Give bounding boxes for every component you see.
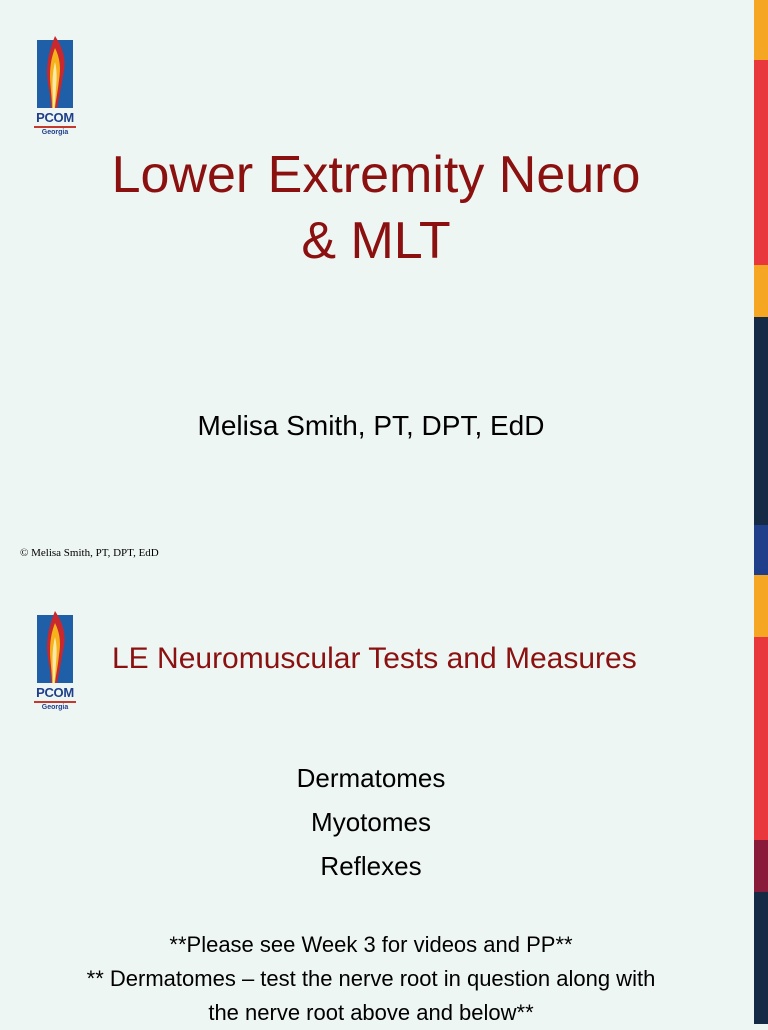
pcom-flame-logo-icon (33, 607, 77, 685)
notes (20, 928, 722, 1030)
slide-title (40, 142, 712, 274)
topic-list (200, 756, 542, 888)
note-dermatomes-line-1: ** Dermatomes – test the nerve root in question along with (86, 966, 656, 991)
logo-divider (34, 126, 76, 128)
logo-name: PCOM (36, 110, 74, 125)
note-dermatomes-line-2: the nerve root above and below** (208, 1000, 534, 1025)
pcom-flame-logo-icon (33, 32, 77, 110)
copyright-notice: © Melisa Smith, PT, DPT, EdD (20, 547, 159, 559)
presenter-name: Melisa Smith, PT, DPT, EdD (197, 410, 545, 441)
logo-subtitle: Georgia (41, 129, 69, 136)
logo-subtitle: Georgia (41, 704, 69, 711)
topic-item: Dermatomes (296, 763, 446, 793)
section-title: LE Neuromuscular Tests and Measures (112, 642, 637, 675)
side-color-stripe (754, 0, 768, 1024)
title-line-1: Lower Extremity Neuro (111, 146, 641, 204)
title-line-2: & MLT (301, 212, 451, 270)
topic-item: Myotomes (311, 807, 431, 837)
pcom-logo (33, 607, 77, 711)
pcom-logo (33, 32, 77, 136)
note-week3: **Please see Week 3 for videos and PP** (169, 932, 573, 957)
topic-item: Reflexes (320, 851, 422, 881)
logo-name: PCOM (36, 685, 74, 700)
logo-divider (34, 701, 76, 703)
